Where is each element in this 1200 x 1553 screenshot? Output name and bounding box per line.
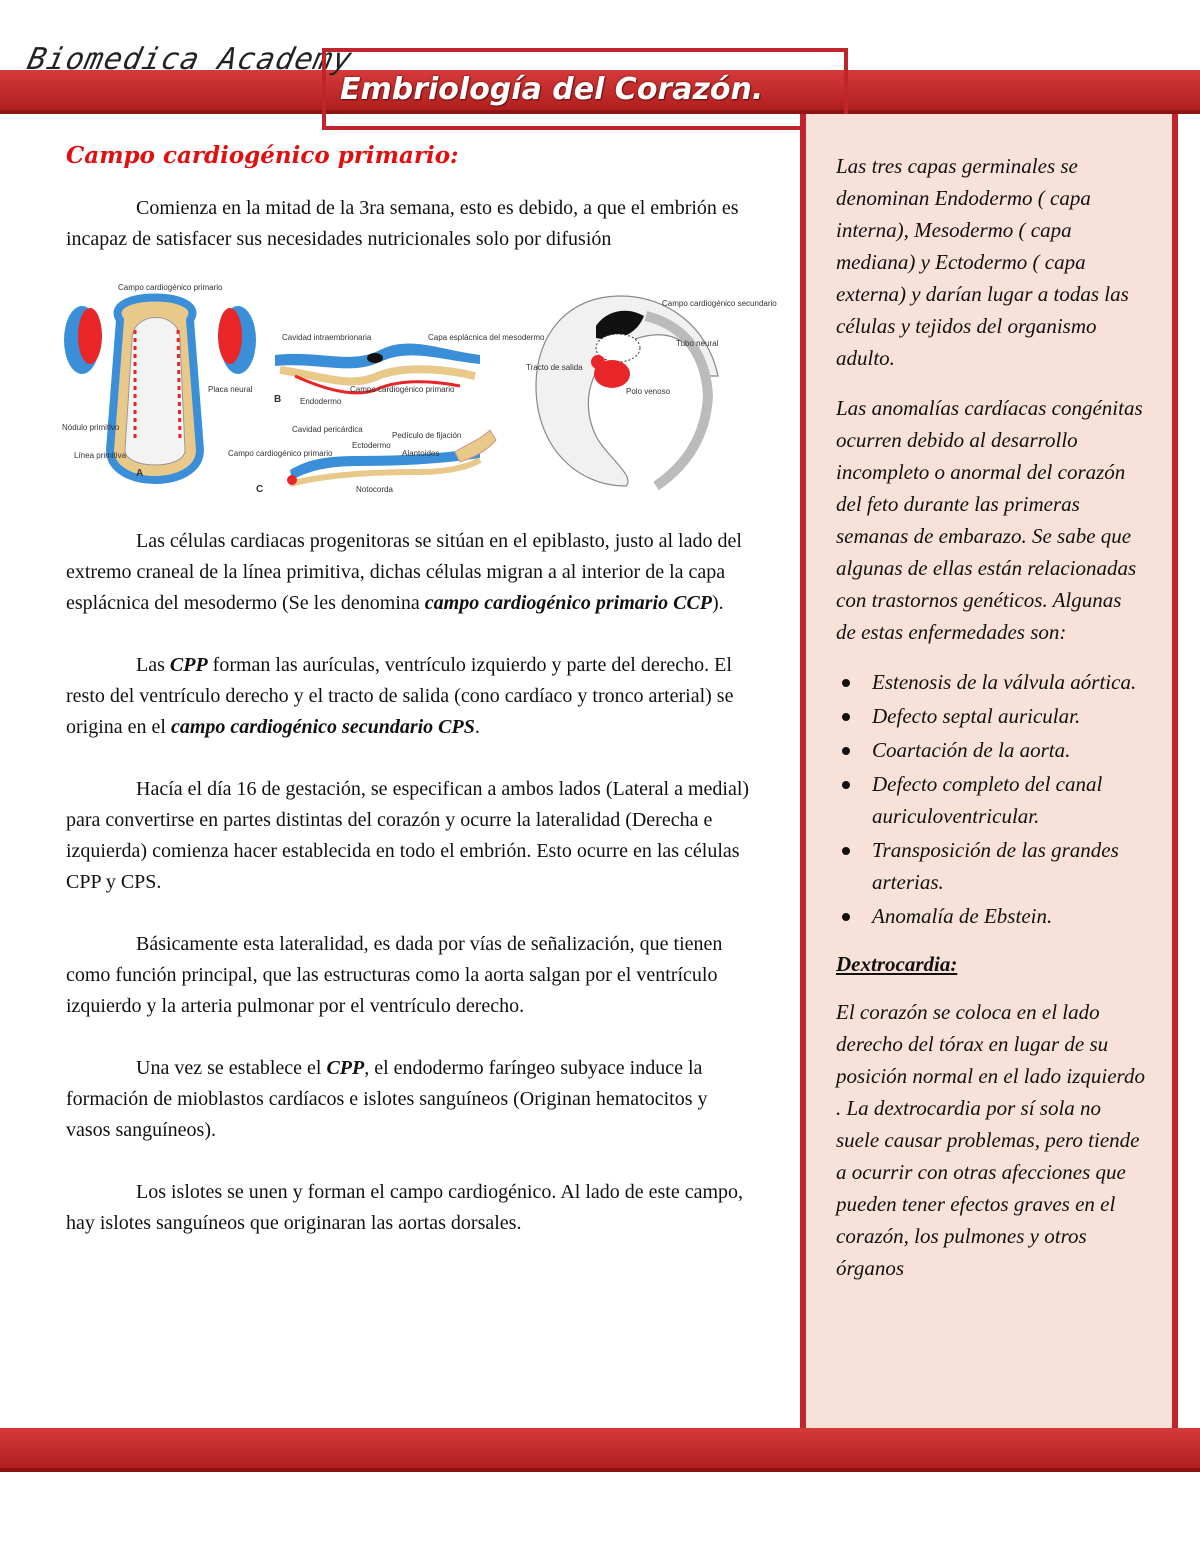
panel-c [228, 425, 496, 495]
paragraph-cpp: Las CPP forman las aurículas, ventrículo izquierdo y parte del derecho. El resto del ventrículo derecho y el tracto de salida (cono cardíaco y tronco arterial) se origina en el campo cardiogénico secundario CPS. [66, 654, 734, 738]
paragraph-intro: Comienza en la mitad de la 3ra semana, esto es debido, a que el embrión es incapaz de satisfacer sus necesidades nutricionales solo por difusión [66, 197, 739, 250]
embryo-figures [62, 280, 777, 506]
label-notocorda: Notocorda [356, 485, 393, 494]
sidebar-germ-layers: Las tres capas germinales se denominan Endodermo ( capa interna), Mesodermo ( capa mediana) y Ectodermo ( capa externa) y darían lugar a todas las células y tejidos del organismo adulto. [836, 154, 1129, 370]
label-cavidad-intra: Cavidad intraembrionaria [282, 333, 372, 342]
embryo-diagram-left [60, 280, 545, 506]
label-tubo: Tubo neural [676, 339, 719, 348]
list-item: Defecto septal auricular. [836, 700, 1146, 732]
label-letter-b: B [274, 394, 282, 405]
dextrocardia-heading: Dextrocardia: [836, 952, 958, 976]
label-ectodermo: Ectodermo [352, 441, 391, 450]
page-title: Embriología del Corazón. [340, 72, 764, 107]
label-nodulo: Nódulo primitivo [62, 423, 120, 432]
term-ccp: campo cardiogénico primario CCP [424, 592, 712, 614]
label-capa-espl: Capa esplácnica del mesodermo [428, 333, 545, 342]
label-alantoides: Alantoides [402, 449, 440, 458]
list-item: Anomalía de Ebstein. [836, 900, 1146, 932]
sidebar-anomalies: Las anomalías cardíacas congénitas ocurren debido al desarrollo incompleto o anormal del corazón del feto durante las primeras semanas de embarazo. Se sabe que algunas de ellas están relacionadas con trastornos genéticos. Algunas de estas enfermedades son: [836, 396, 1143, 644]
panel-b [274, 333, 545, 406]
panel-a [62, 283, 256, 480]
paragraph-dia-16: Hacía el día 16 de gestación, se especifican a ambos lados (Lateral a medial) para convertirse en partes distintas del corazón y ocurre la lateralidad (Derecha e izquierda) comienza hacer establecida en todo el embrión. Esto ocurre en las células CPP y CPS. [66, 778, 750, 893]
label-polo: Polo venoso [626, 387, 671, 396]
ccp-c [287, 475, 297, 485]
sidebar-panel [800, 114, 1178, 1428]
notochord-b [367, 353, 383, 363]
disease-list [836, 666, 1146, 932]
paragraph-progenitoras: Las células cardiacas progenitoras se sitúan en el epiblasto, justo al lado del extremo craneal de la línea primitiva, dichas células migran a al interior de la capa esplácnica del mesodermo (Se les denomina campo cardiogénico primario CCP). [66, 530, 742, 614]
mesoderm-b [280, 369, 475, 381]
term-cpp-2: CPP [326, 1057, 365, 1079]
label-cavidad-peri: Cavidad pericárdica [292, 425, 363, 434]
label-pediculo: Pedículo de fijación [392, 431, 462, 440]
list-item: Coartación de la aorta. [836, 734, 1146, 766]
paragraph-islotes: Los islotes se unen y forman el campo cardiogénico. Al lado de este campo, hay islotes sanguíneos que originaran las aortas dorsales. [66, 1181, 744, 1234]
label-cps: Campo cardiogénico secundario [662, 299, 777, 308]
field-red-right [218, 308, 242, 364]
embryo-diagram-right [526, 286, 777, 500]
paragraph-lateralidad: Básicamente esta lateralidad, es dada por vías de señalización, que tienen como función principal, que las estructuras como la aorta salgan por el ventrículo izquierdo y la arteria pulmonar por el ventrículo derecho. [66, 933, 723, 1017]
label-endodermo: Endodermo [300, 397, 342, 406]
paragraph-endodermo: Una vez se establece el CPP, el endodermo faríngeo subyace induce la formación de mioblastos cardíacos e islotes sanguíneos (Originan hematocitos y vasos sanguíneos). [66, 1057, 708, 1141]
label-letter-a: A [136, 468, 144, 479]
list-item: Defecto completo del canal auriculoventricular. [836, 768, 1146, 832]
term-cps: campo cardiogénico secundario CPS [170, 716, 475, 738]
section-heading: Campo cardiogénico primario: [66, 142, 459, 169]
footer-band [0, 1428, 1200, 1472]
brand-logo: Biomedica Academy [24, 42, 356, 77]
label-ccp: Campo cardiogénico primario [118, 283, 223, 292]
outflow [591, 355, 605, 369]
term-cpp: CPP [169, 654, 208, 676]
list-item: Transposición de las grandes arterias. [836, 834, 1146, 898]
label-ccp-b: Campo cardiogénico primario [350, 385, 455, 394]
label-letter-c: C [256, 484, 264, 495]
label-linea: Línea primitiva [74, 451, 127, 460]
label-ccp-c: Campo cardiogénico primario [228, 449, 333, 458]
label-placa: Placa neural [208, 385, 253, 394]
field-red-left [78, 308, 102, 364]
label-tracto: Tracto de salida [526, 363, 583, 372]
main-column [62, 140, 777, 1270]
list-item: Estenosis de la válvula aórtica. [836, 666, 1146, 698]
dextrocardia-text: El corazón se coloca en el lado derecho del tórax en lugar de su posición normal en el lado izquierdo . La dextrocardia por sí sola no suele causar problemas, pero tiende a ocurrir con otras afecciones que pueden tener efectos graves en el corazón, los pulmones y otros órganos [836, 1000, 1145, 1280]
